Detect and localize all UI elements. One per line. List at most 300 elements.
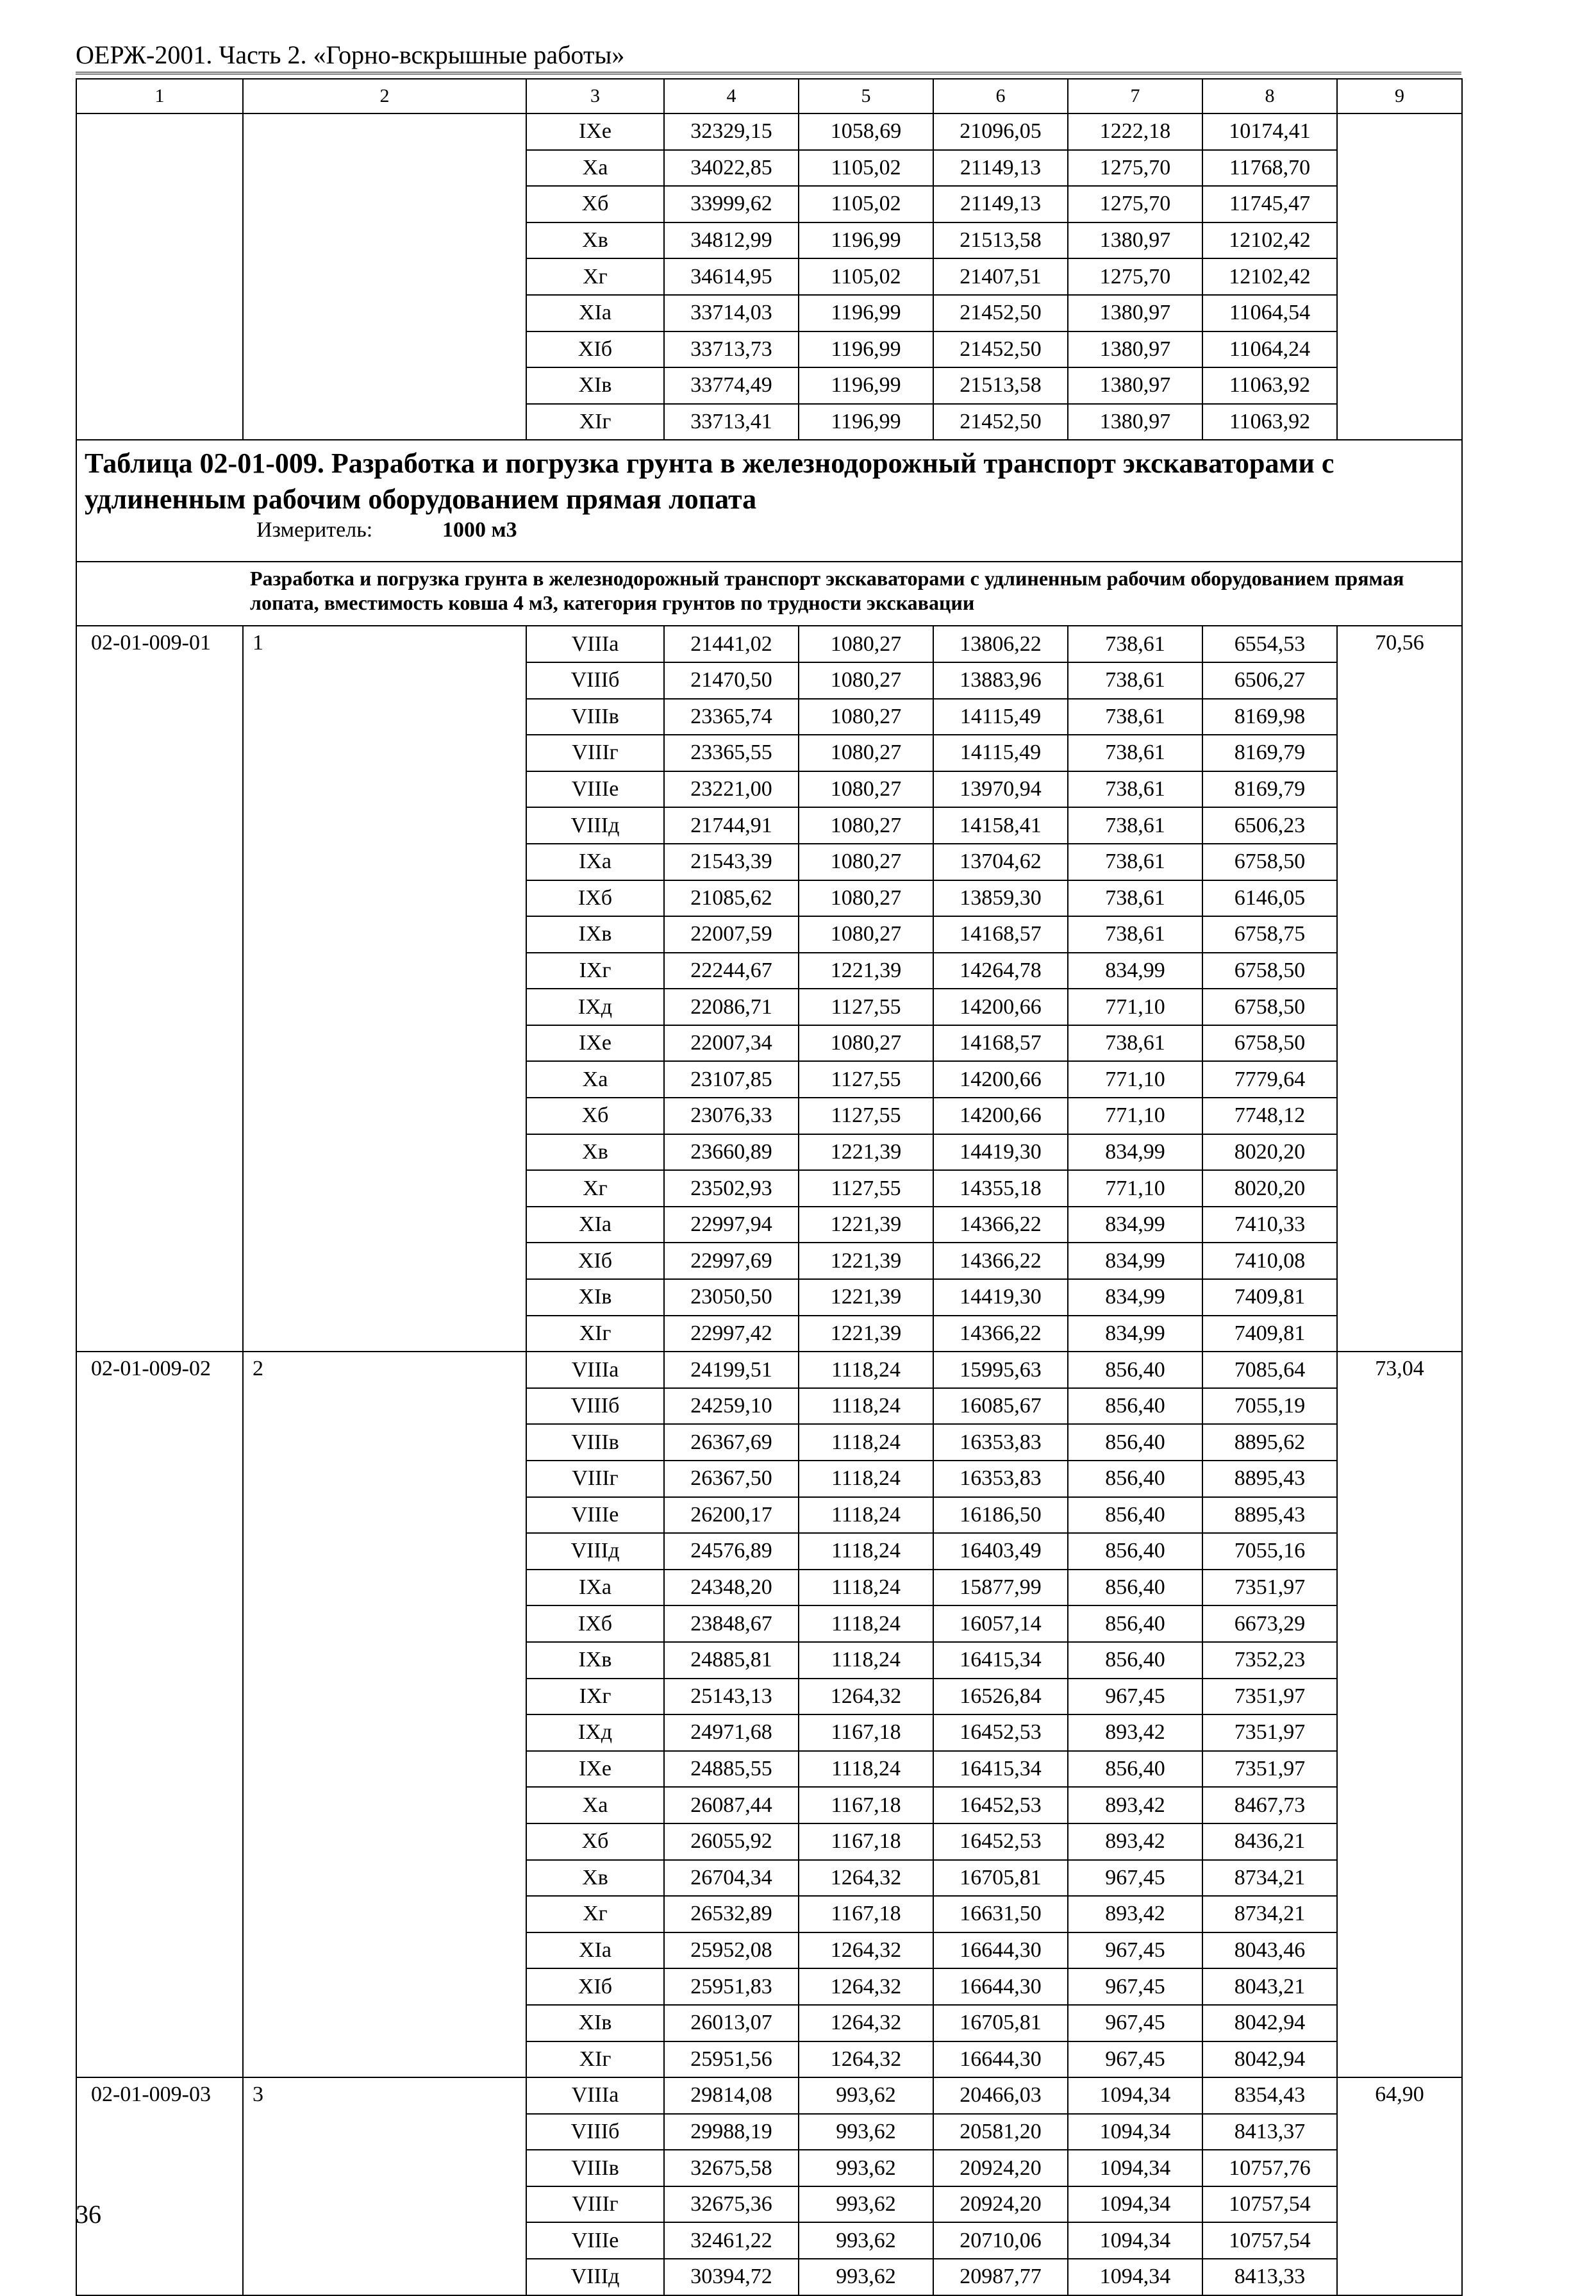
- value-cell: 24348,20: [664, 1570, 799, 1606]
- value-cell: 1196,99: [799, 331, 933, 368]
- value-cell: 33713,41: [664, 404, 799, 440]
- soil-category: Xг: [526, 1896, 664, 1932]
- rate-number: 2: [243, 1352, 526, 2077]
- soil-category: IXе: [526, 1025, 664, 1062]
- value-cell: 13883,96: [933, 662, 1068, 699]
- value-cell: 11064,54: [1202, 295, 1337, 331]
- value-cell: 14168,57: [933, 1025, 1068, 1062]
- value-cell: 6146,05: [1202, 880, 1337, 917]
- value-cell: 14264,78: [933, 953, 1068, 989]
- soil-category: IXв: [526, 916, 664, 953]
- col9-value: 64,90: [1337, 2077, 1462, 2295]
- value-cell: 7055,16: [1202, 1533, 1337, 1570]
- value-cell: 1275,70: [1068, 186, 1202, 222]
- value-cell: 29988,19: [664, 2114, 799, 2150]
- value-cell: 16705,81: [933, 1860, 1068, 1897]
- value-cell: 11745,47: [1202, 186, 1337, 222]
- value-cell: 12102,42: [1202, 222, 1337, 259]
- value-cell: 26013,07: [664, 2005, 799, 2041]
- value-cell: 25143,13: [664, 1679, 799, 1715]
- value-cell: 1080,27: [799, 1025, 933, 1062]
- value-cell: 22997,69: [664, 1243, 799, 1279]
- rate-code: 02-01-009-03: [76, 2077, 243, 2295]
- value-cell: 15877,99: [933, 1570, 1068, 1606]
- value-cell: 7779,64: [1202, 1061, 1337, 1098]
- value-cell: 1380,97: [1068, 367, 1202, 404]
- value-cell: 16403,49: [933, 1533, 1068, 1570]
- value-cell: 21085,62: [664, 880, 799, 917]
- column-number: 1: [76, 79, 243, 113]
- section-description-row: [76, 562, 1462, 626]
- value-cell: 1105,02: [799, 258, 933, 295]
- value-cell: 738,61: [1068, 916, 1202, 953]
- value-cell: 21407,51: [933, 258, 1068, 295]
- value-cell: 7410,33: [1202, 1207, 1337, 1243]
- value-cell: 14366,22: [933, 1316, 1068, 1352]
- value-cell: 1127,55: [799, 1098, 933, 1134]
- value-cell: 993,62: [799, 2186, 933, 2223]
- value-cell: 771,10: [1068, 989, 1202, 1025]
- value-cell: 20581,20: [933, 2114, 1068, 2150]
- soil-category: IXв: [526, 1642, 664, 1679]
- value-cell: 1221,39: [799, 1279, 933, 1316]
- table-row: [76, 1352, 1462, 1388]
- value-cell: 21149,13: [933, 186, 1068, 222]
- value-cell: 16452,53: [933, 1714, 1068, 1751]
- value-cell: 14200,66: [933, 1098, 1068, 1134]
- column-number-row: [76, 79, 1462, 113]
- value-cell: 25951,83: [664, 1968, 799, 2005]
- value-cell: 23076,33: [664, 1098, 799, 1134]
- value-cell: 26200,17: [664, 1497, 799, 1534]
- value-cell: 16353,83: [933, 1424, 1068, 1461]
- value-cell: 24971,68: [664, 1714, 799, 1751]
- column-number: 2: [243, 79, 526, 113]
- soil-category: Xв: [526, 1860, 664, 1897]
- value-cell: 1264,32: [799, 2041, 933, 2078]
- value-cell: 993,62: [799, 2259, 933, 2295]
- soil-category: VIIIе: [526, 2222, 664, 2259]
- value-cell: 15995,63: [933, 1352, 1068, 1388]
- value-cell: 738,61: [1068, 880, 1202, 917]
- table-title: Таблица 02-01-009. Разработка и погрузка грунта в железнодорожный транспорт экскаваторами с удлиненным рабочим оборудованием прямая лопата: [85, 448, 1334, 515]
- soil-category: XIа: [526, 295, 664, 331]
- value-cell: 21470,50: [664, 662, 799, 699]
- soil-category: Xв: [526, 1134, 664, 1171]
- value-cell: 1094,34: [1068, 2150, 1202, 2186]
- soil-category: VIIIб: [526, 1388, 664, 1425]
- value-cell: 1127,55: [799, 1061, 933, 1098]
- value-cell: 1118,24: [799, 1605, 933, 1642]
- value-cell: 1094,34: [1068, 2259, 1202, 2295]
- value-cell: 20924,20: [933, 2150, 1068, 2186]
- value-cell: 856,40: [1068, 1570, 1202, 1606]
- value-cell: 33774,49: [664, 367, 799, 404]
- value-cell: 1080,27: [799, 662, 933, 699]
- value-cell: 8169,79: [1202, 735, 1337, 771]
- value-cell: 14419,30: [933, 1279, 1068, 1316]
- soil-category: XIг: [526, 1316, 664, 1352]
- value-cell: 8436,21: [1202, 1823, 1337, 1860]
- value-cell: 1196,99: [799, 367, 933, 404]
- value-cell: 16415,34: [933, 1751, 1068, 1788]
- value-cell: 1127,55: [799, 989, 933, 1025]
- value-cell: 1094,34: [1068, 2186, 1202, 2223]
- value-cell: 25951,56: [664, 2041, 799, 2078]
- value-cell: 856,40: [1068, 1424, 1202, 1461]
- soil-category: Xб: [526, 1823, 664, 1860]
- value-cell: 6673,29: [1202, 1605, 1337, 1642]
- value-cell: 20466,03: [933, 2077, 1068, 2114]
- soil-category: IXг: [526, 1679, 664, 1715]
- value-cell: 14115,49: [933, 699, 1068, 735]
- value-cell: 21513,58: [933, 367, 1068, 404]
- value-cell: 20924,20: [933, 2186, 1068, 2223]
- value-cell: 1167,18: [799, 1896, 933, 1932]
- soil-category: Xа: [526, 150, 664, 187]
- column-number: 4: [664, 79, 799, 113]
- value-cell: 16452,53: [933, 1787, 1068, 1823]
- value-cell: 20710,06: [933, 2222, 1068, 2259]
- value-cell: 8734,21: [1202, 1860, 1337, 1897]
- measure-label: Измеритель:: [256, 518, 373, 542]
- value-cell: 23502,93: [664, 1170, 799, 1207]
- soil-category: Xб: [526, 1098, 664, 1134]
- value-cell: 1058,69: [799, 113, 933, 150]
- value-cell: 1118,24: [799, 1388, 933, 1425]
- rate-code: 02-01-009-02: [76, 1352, 243, 2077]
- value-cell: 22086,71: [664, 989, 799, 1025]
- value-cell: 23660,89: [664, 1134, 799, 1171]
- value-cell: 6758,75: [1202, 916, 1337, 953]
- value-cell: 24576,89: [664, 1533, 799, 1570]
- soil-category: VIIIа: [526, 626, 664, 662]
- value-cell: 6758,50: [1202, 989, 1337, 1025]
- table-row: [76, 2077, 1462, 2114]
- soil-category: VIIIд: [526, 807, 664, 844]
- soil-category: Xг: [526, 1170, 664, 1207]
- value-cell: 993,62: [799, 2114, 933, 2150]
- value-cell: 893,42: [1068, 1714, 1202, 1751]
- measure-value: 1000 м3: [442, 518, 517, 542]
- value-cell: 1167,18: [799, 1787, 933, 1823]
- value-cell: 23848,67: [664, 1605, 799, 1642]
- value-cell: 16186,50: [933, 1497, 1068, 1534]
- value-cell: 7410,08: [1202, 1243, 1337, 1279]
- soil-category: VIIIа: [526, 1352, 664, 1388]
- value-cell: 13806,22: [933, 626, 1068, 662]
- value-cell: 1264,32: [799, 1968, 933, 2005]
- value-cell: 893,42: [1068, 1823, 1202, 1860]
- value-cell: 13704,62: [933, 844, 1068, 880]
- value-cell: 21452,50: [933, 404, 1068, 440]
- page-number: 36: [76, 2200, 101, 2229]
- column-number: 9: [1337, 79, 1462, 113]
- soil-category: XIв: [526, 1279, 664, 1316]
- value-cell: 993,62: [799, 2222, 933, 2259]
- value-cell: 1118,24: [799, 1497, 933, 1534]
- value-cell: 7409,81: [1202, 1279, 1337, 1316]
- value-cell: 834,99: [1068, 1243, 1202, 1279]
- value-cell: 8169,98: [1202, 699, 1337, 735]
- value-cell: 738,61: [1068, 626, 1202, 662]
- value-cell: 21149,13: [933, 150, 1068, 187]
- value-cell: 7351,97: [1202, 1751, 1337, 1788]
- value-cell: 856,40: [1068, 1497, 1202, 1534]
- value-cell: 738,61: [1068, 699, 1202, 735]
- column-number: 8: [1202, 79, 1337, 113]
- value-cell: 893,42: [1068, 1787, 1202, 1823]
- value-cell: 23221,00: [664, 771, 799, 808]
- soil-category: IXд: [526, 1714, 664, 1751]
- soil-category: IXб: [526, 1605, 664, 1642]
- value-cell: 8020,20: [1202, 1134, 1337, 1171]
- rate-number: 3: [243, 2077, 526, 2295]
- value-cell: 1380,97: [1068, 331, 1202, 368]
- value-cell: 32329,15: [664, 113, 799, 150]
- value-cell: 1264,32: [799, 1679, 933, 1715]
- soil-category: XIг: [526, 2041, 664, 2078]
- value-cell: 8467,73: [1202, 1787, 1337, 1823]
- value-cell: 16644,30: [933, 1968, 1068, 2005]
- value-cell: 738,61: [1068, 735, 1202, 771]
- value-cell: 24885,55: [664, 1751, 799, 1788]
- header-rule: [76, 72, 1461, 74]
- value-cell: 14168,57: [933, 916, 1068, 953]
- value-cell: 1221,39: [799, 1207, 933, 1243]
- value-cell: 14115,49: [933, 735, 1068, 771]
- value-cell: 13970,94: [933, 771, 1068, 808]
- value-cell: 993,62: [799, 2150, 933, 2186]
- value-cell: 32675,36: [664, 2186, 799, 2223]
- value-cell: 8169,79: [1202, 771, 1337, 808]
- soil-category: XIг: [526, 404, 664, 440]
- soil-category: VIIIв: [526, 1424, 664, 1461]
- soil-category: XIв: [526, 367, 664, 404]
- soil-category: IXб: [526, 880, 664, 917]
- value-cell: 6758,50: [1202, 844, 1337, 880]
- value-cell: 834,99: [1068, 953, 1202, 989]
- soil-category: Xг: [526, 258, 664, 295]
- value-cell: 34022,85: [664, 150, 799, 187]
- value-cell: 771,10: [1068, 1061, 1202, 1098]
- value-cell: 856,40: [1068, 1533, 1202, 1570]
- value-cell: 893,42: [1068, 1896, 1202, 1932]
- value-cell: 16526,84: [933, 1679, 1068, 1715]
- rate-number: [243, 113, 526, 440]
- soil-category: XIа: [526, 1932, 664, 1969]
- value-cell: 26704,34: [664, 1860, 799, 1897]
- value-cell: 14366,22: [933, 1243, 1068, 1279]
- value-cell: 10757,76: [1202, 2150, 1337, 2186]
- value-cell: 1222,18: [1068, 113, 1202, 150]
- value-cell: 6758,50: [1202, 1025, 1337, 1062]
- value-cell: 1094,34: [1068, 2077, 1202, 2114]
- value-cell: 1167,18: [799, 1714, 933, 1751]
- value-cell: 7085,64: [1202, 1352, 1337, 1388]
- value-cell: 1080,27: [799, 626, 933, 662]
- value-cell: 6554,53: [1202, 626, 1337, 662]
- value-cell: 1221,39: [799, 1134, 933, 1171]
- value-cell: 1080,27: [799, 807, 933, 844]
- soil-category: Xб: [526, 186, 664, 222]
- value-cell: 7055,19: [1202, 1388, 1337, 1425]
- value-cell: 7748,12: [1202, 1098, 1337, 1134]
- value-cell: 1080,27: [799, 771, 933, 808]
- value-cell: 1275,70: [1068, 150, 1202, 187]
- value-cell: 7351,97: [1202, 1714, 1337, 1751]
- soil-category: VIIIв: [526, 699, 664, 735]
- value-cell: 771,10: [1068, 1098, 1202, 1134]
- value-cell: 33714,03: [664, 295, 799, 331]
- table-row: [76, 626, 1462, 662]
- value-cell: 6506,23: [1202, 807, 1337, 844]
- value-cell: 8895,62: [1202, 1424, 1337, 1461]
- value-cell: 1221,39: [799, 1243, 933, 1279]
- soil-category: IXе: [526, 1751, 664, 1788]
- rates-table: [76, 78, 1463, 2296]
- value-cell: 1127,55: [799, 1170, 933, 1207]
- value-cell: 8734,21: [1202, 1896, 1337, 1932]
- value-cell: 738,61: [1068, 771, 1202, 808]
- soil-category: VIIIд: [526, 1533, 664, 1570]
- value-cell: 856,40: [1068, 1461, 1202, 1497]
- table-title-row: [76, 440, 1462, 562]
- soil-category: VIIIг: [526, 1461, 664, 1497]
- value-cell: 14200,66: [933, 1061, 1068, 1098]
- value-cell: 1221,39: [799, 1316, 933, 1352]
- value-cell: 834,99: [1068, 1207, 1202, 1243]
- value-cell: 16353,83: [933, 1461, 1068, 1497]
- value-cell: 22244,67: [664, 953, 799, 989]
- col9-value: 73,04: [1337, 1352, 1462, 2077]
- value-cell: 33999,62: [664, 186, 799, 222]
- value-cell: 834,99: [1068, 1279, 1202, 1316]
- value-cell: 24885,81: [664, 1642, 799, 1679]
- soil-category: IXг: [526, 953, 664, 989]
- soil-category: Xв: [526, 222, 664, 259]
- value-cell: 7351,97: [1202, 1679, 1337, 1715]
- value-cell: 11768,70: [1202, 150, 1337, 187]
- value-cell: 1196,99: [799, 295, 933, 331]
- column-number: 6: [933, 79, 1068, 113]
- value-cell: 8043,46: [1202, 1932, 1337, 1969]
- value-cell: 8354,43: [1202, 2077, 1337, 2114]
- column-number: 3: [526, 79, 664, 113]
- value-cell: 1196,99: [799, 404, 933, 440]
- value-cell: 1080,27: [799, 880, 933, 917]
- value-cell: 1221,39: [799, 953, 933, 989]
- value-cell: 14419,30: [933, 1134, 1068, 1171]
- value-cell: 856,40: [1068, 1388, 1202, 1425]
- value-cell: 856,40: [1068, 1642, 1202, 1679]
- value-cell: 26087,44: [664, 1787, 799, 1823]
- value-cell: 21441,02: [664, 626, 799, 662]
- value-cell: 32675,58: [664, 2150, 799, 2186]
- value-cell: 1275,70: [1068, 258, 1202, 295]
- soil-category: VIIIг: [526, 735, 664, 771]
- value-cell: 11064,24: [1202, 331, 1337, 368]
- rate-code: [76, 113, 243, 440]
- value-cell: 8043,21: [1202, 1968, 1337, 2005]
- value-cell: 1105,02: [799, 150, 933, 187]
- value-cell: 738,61: [1068, 1025, 1202, 1062]
- soil-category: IXд: [526, 989, 664, 1025]
- value-cell: 26367,69: [664, 1424, 799, 1461]
- value-cell: 834,99: [1068, 1134, 1202, 1171]
- column-number: 7: [1068, 79, 1202, 113]
- value-cell: 8042,94: [1202, 2041, 1337, 2078]
- value-cell: 20987,77: [933, 2259, 1068, 2295]
- value-cell: 14158,41: [933, 807, 1068, 844]
- value-cell: 1080,27: [799, 699, 933, 735]
- value-cell: 16705,81: [933, 2005, 1068, 2041]
- value-cell: 21513,58: [933, 222, 1068, 259]
- value-cell: 16644,30: [933, 2041, 1068, 2078]
- value-cell: 856,40: [1068, 1605, 1202, 1642]
- value-cell: 25952,08: [664, 1932, 799, 1969]
- value-cell: 14355,18: [933, 1170, 1068, 1207]
- soil-category: VIIIд: [526, 2259, 664, 2295]
- value-cell: 1094,34: [1068, 2114, 1202, 2150]
- value-cell: 22997,94: [664, 1207, 799, 1243]
- value-cell: 21452,50: [933, 331, 1068, 368]
- value-cell: 1118,24: [799, 1533, 933, 1570]
- value-cell: 21543,39: [664, 844, 799, 880]
- value-cell: 21096,05: [933, 113, 1068, 150]
- value-cell: 1118,24: [799, 1751, 933, 1788]
- value-cell: 26367,50: [664, 1461, 799, 1497]
- value-cell: 8020,20: [1202, 1170, 1337, 1207]
- column-number: 5: [799, 79, 933, 113]
- value-cell: 967,45: [1068, 1860, 1202, 1897]
- value-cell: 1118,24: [799, 1424, 933, 1461]
- table-row: [76, 113, 1462, 150]
- value-cell: 21744,91: [664, 807, 799, 844]
- value-cell: 23365,74: [664, 699, 799, 735]
- value-cell: 738,61: [1068, 662, 1202, 699]
- soil-category: XIб: [526, 1968, 664, 2005]
- value-cell: 993,62: [799, 2077, 933, 2114]
- value-cell: 32461,22: [664, 2222, 799, 2259]
- value-cell: 1094,34: [1068, 2222, 1202, 2259]
- rate-number: 1: [243, 626, 526, 1352]
- value-cell: 967,45: [1068, 2041, 1202, 2078]
- soil-category: XIа: [526, 1207, 664, 1243]
- soil-category: IXе: [526, 113, 664, 150]
- value-cell: 1118,24: [799, 1461, 933, 1497]
- value-cell: 1080,27: [799, 735, 933, 771]
- rate-code: 02-01-009-01: [76, 626, 243, 1352]
- value-cell: 7351,97: [1202, 1570, 1337, 1606]
- value-cell: 856,40: [1068, 1352, 1202, 1388]
- value-cell: 12102,42: [1202, 258, 1337, 295]
- value-cell: 14200,66: [933, 989, 1068, 1025]
- value-cell: 14366,22: [933, 1207, 1068, 1243]
- soil-category: Xа: [526, 1061, 664, 1098]
- value-cell: 1264,32: [799, 2005, 933, 2041]
- running-header: ОЕРЖ-2001. Часть 2. «Горно-вскрышные работы»: [76, 40, 625, 69]
- value-cell: 30394,72: [664, 2259, 799, 2295]
- value-cell: 23107,85: [664, 1061, 799, 1098]
- value-cell: 8895,43: [1202, 1461, 1337, 1497]
- value-cell: 967,45: [1068, 1968, 1202, 2005]
- value-cell: 1118,24: [799, 1642, 933, 1679]
- value-cell: 1380,97: [1068, 222, 1202, 259]
- value-cell: 10757,54: [1202, 2186, 1337, 2223]
- value-cell: 16452,53: [933, 1823, 1068, 1860]
- soil-category: VIIIб: [526, 2114, 664, 2150]
